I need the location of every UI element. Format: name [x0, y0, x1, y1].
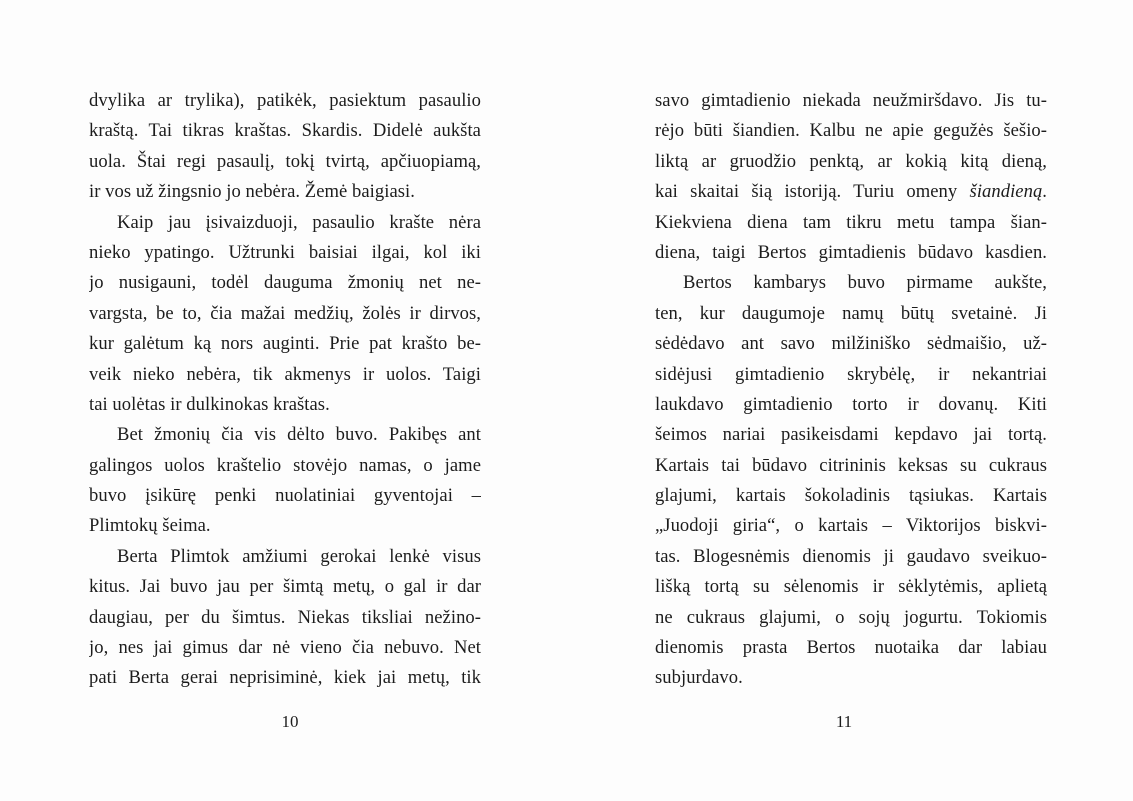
text-line: dvylika ar trylika), patikėk, pasiektum pasaulio — [89, 90, 481, 111]
text-line: Kaip jau įsivaizduoji, pasaulio krašte nėra — [117, 211, 481, 233]
text-line: savo gimtadienio niekada neužmiršdavo. Jis tu- — [655, 90, 1047, 111]
text-line: buvo įsikūrę penki nuolatiniai gyventojai – — [89, 485, 481, 507]
text-line: laukdavo gimtadienio torto ir dovanų. Kiti — [655, 393, 1047, 415]
left-page — [0, 0, 566, 801]
text-line: daugiau, per du šimtus. Niekas tiksliai nežino- — [89, 606, 481, 628]
text-line: uola. Štai regi pasaulį, tokį tvirtą, apčiuopiamą, — [89, 150, 481, 172]
text-line: sidėjusi gimtadienio skrybėlę, ir nekantriai — [655, 363, 1047, 385]
text-line: kraštą. Tai tikras kraštas. Skardis. Didelė aukšta — [89, 120, 481, 142]
text-line: pati Berta gerai neprisiminė, kiek jai metų, tik — [89, 667, 481, 689]
text-line: sėdėdavo ant savo milžiniško sėdmaišio, už- — [655, 333, 1047, 355]
text-line: ir vos už žingsnio jo nebėra. Žemė baigiasi. — [89, 181, 415, 203]
text-line: Bertos kambarys buvo pirmame aukšte, — [683, 272, 1047, 294]
text-line: „Juodoji giria“, o kartais – Viktorijos biskvi- — [655, 515, 1047, 537]
text-line: ne cukraus glajumi, o sojų jogurtu. Tokiomis — [655, 606, 1047, 628]
text-line: diena, taigi Bertos gimtadienis būdavo kasdien. — [655, 241, 1047, 263]
text-line: kur galėtum ką nors auginti. Prie pat krašto be- — [89, 333, 481, 355]
text-line: galingos uolos kraštelio stovėjo namas, o jame — [89, 454, 481, 476]
text-line: tas. Blogesnėmis dienomis ji gaudavo sveikuo- — [655, 545, 1047, 567]
text-line: subjurdavo. — [655, 667, 743, 689]
text-line: glajumi, kartais šokoladinis tąsiukas. Kartais — [655, 485, 1047, 507]
text-line: lišką tortą su sėlenomis ir sėklytėmis, aplietą — [655, 576, 1047, 598]
text-line: Berta Plimtok amžiumi gerokai lenkė visus — [117, 545, 481, 567]
text-line: vargsta, be to, čia mažai medžių, žolės ir dirvos, — [89, 302, 481, 324]
text-line: veik nieko nebėra, tik akmenys ir uolos. Taigi — [89, 363, 481, 385]
right-page-text — [655, 86, 1047, 694]
text-line: Kiekviena diena tam tikru metu tampa šian- — [655, 211, 1047, 233]
text-line: Bet žmonių čia vis dėlto buvo. Pakibęs ant — [117, 424, 481, 446]
text-line: jo nusigauni, todėl dauguma žmonių net ne- — [89, 272, 481, 294]
page-number-right: 11 — [835, 712, 853, 731]
text-line: ten, kur daugumoje namų būtų svetainė. Ji — [655, 302, 1047, 324]
text-line: tai uolėtas ir dulkinokas kraštas. — [89, 393, 330, 415]
page-number-left: 10 — [281, 712, 299, 731]
left-page-text — [89, 86, 481, 694]
right-page — [567, 0, 1133, 801]
text-line: liktą ar gruodžio penktą, ar kokią kitą dieną, — [655, 150, 1047, 172]
text-line: šeimos nariai pasikeisdami kepdavo jai tortą. — [655, 424, 1047, 446]
text-line: jo, nes jai gimus dar nė vieno čia nebuvo. Net — [89, 637, 481, 659]
text-line: Plimtokų šeima. — [89, 515, 211, 537]
text-line: Kartais tai būdavo citrininis keksas su cukraus — [655, 454, 1047, 476]
emphasized-word: šiandieną — [969, 181, 1043, 203]
text-line: kitus. Jai buvo jau per šimtą metų, o gal ir dar — [89, 576, 481, 598]
text-line: rėjo būti šiandien. Kalbu ne apie gegužės šešio- — [655, 120, 1047, 142]
text-line: kai skaitai šią istoriją. Turiu omeny šiandieną. — [655, 181, 1047, 203]
text-line: dienomis prasta Bertos nuotaika dar labiau — [655, 637, 1047, 659]
text-line: nieko ypatingo. Užtrunki baisiai ilgai, kol iki — [89, 241, 481, 263]
